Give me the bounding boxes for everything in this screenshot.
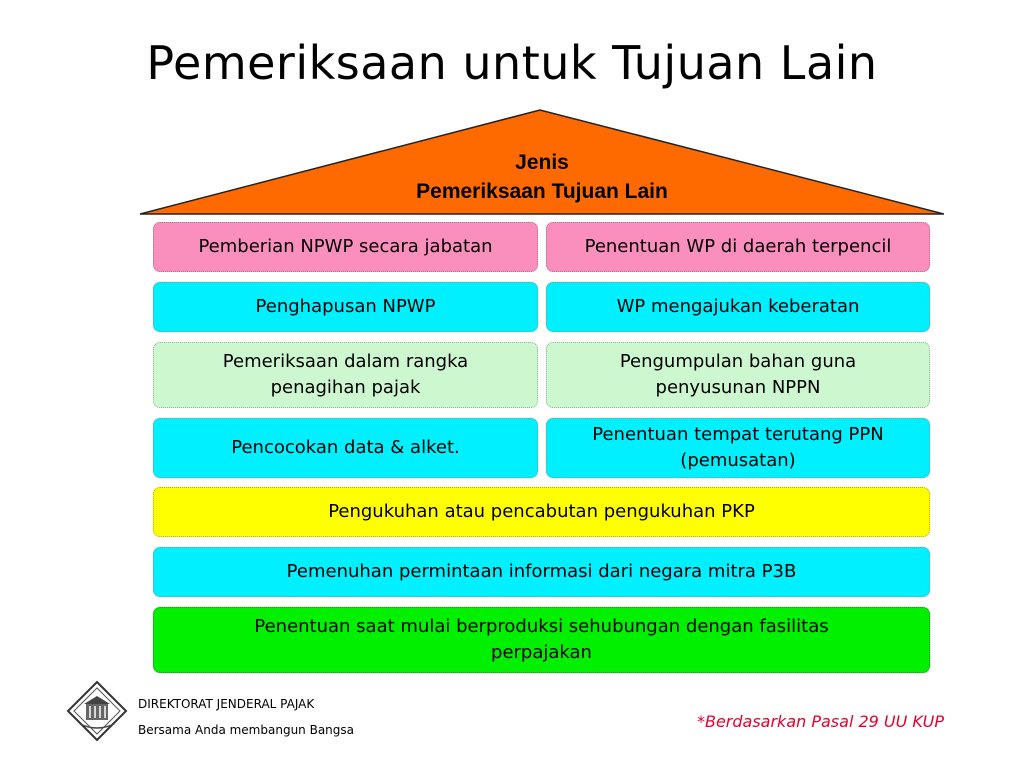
item-label: Penentuan WP di daerah terpencil (584, 236, 892, 257)
item-label: Pemenuhan permintaan informasi dari negara mitra P3B (286, 561, 797, 582)
item-informasi-mitra-p3b (153, 547, 930, 597)
roof-label-line1: Jenis (515, 151, 569, 174)
item-label: Pengumpulan bahan guna penyusunan NPPN (619, 351, 857, 398)
item-penagihan-pajak (153, 342, 538, 408)
roof-label-line2: Pemeriksaan Tujuan Lain (416, 180, 668, 203)
item-pengukuhan-pkp (153, 487, 930, 537)
djp-emblem-icon (66, 680, 128, 742)
item-penghapusan-npwp (153, 282, 538, 332)
slide-title: Pemeriksaan untuk Tujuan Lain (146, 36, 878, 90)
item-label: Pemberian NPWP secara jabatan (198, 236, 493, 257)
footnote: *Berdasarkan Pasal 29 UU KUP (696, 712, 944, 731)
footer-tagline: Bersama Anda membangun Bangsa (138, 723, 355, 737)
item-label: WP mengajukan keberatan (616, 296, 860, 317)
item-label: Pengukuhan atau pencabutan pengukuhan PKP (328, 501, 755, 522)
item-label: Penentuan saat mulai berproduksi sehubungan dengan fasilitas perpajakan (254, 616, 829, 663)
item-label: Penghapusan NPWP (255, 296, 436, 317)
item-keberatan (546, 282, 930, 332)
item-label: Pemeriksaan dalam rangka penagihan pajak (222, 351, 469, 398)
footer-org-name: DIREKTORAT JENDERAL PAJAK (138, 697, 315, 711)
item-nppn (546, 342, 930, 408)
item-pencocokan-data (153, 418, 538, 478)
item-tempat-terutang-ppn (546, 418, 930, 478)
roof-label (140, 148, 944, 206)
item-pemberian-npwp (153, 222, 538, 272)
item-penentuan-wp-terpencil (546, 222, 930, 272)
item-label: Pencocokan data & alket. (231, 437, 460, 458)
item-label: Penentuan tempat terutang PPN (pemusatan) (592, 424, 884, 471)
item-mulai-berproduksi (153, 607, 930, 673)
